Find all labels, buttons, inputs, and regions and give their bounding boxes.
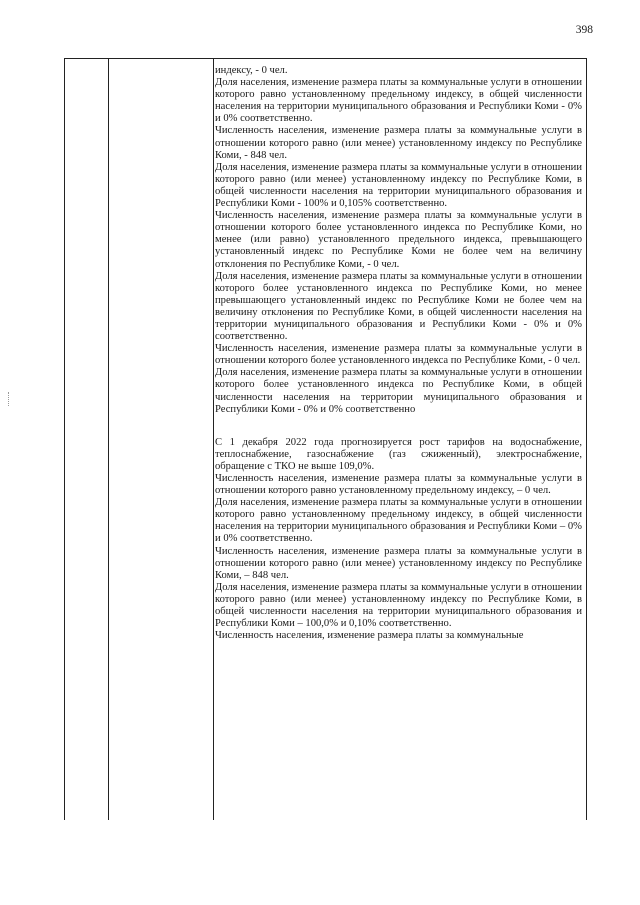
paragraph: Доля населения, изменение размера платы за коммунальные услуги в отношении которого более установленного индекса по Республике Коми, но менее превышающего установленный индекс по Республике Коми не более чем на величину отклонения по Республике Коми, в общей численности населения на территории муниципального образования и Республики Коми - 0% и 0% соответственно. [215, 270, 582, 343]
column-divider-2 [213, 59, 214, 820]
text-cell [215, 65, 582, 642]
paragraph: С 1 декабря 2022 года прогнозируется рост тарифов на водоснабжение, теплоснабжение, газоснабжение (газ сжиженный), электроснабжение, обращение с ТКО не выше 109,0%. [215, 436, 582, 472]
paragraph: Численность населения, изменение размера платы за коммунальные услуги в отношении которого равно (или менее) установленному индексу по Республике Коми, – 848 чел. [215, 545, 582, 581]
paragraph: Доля населения, изменение размера платы за коммунальные услуги в отношении которого более установленного индекса по Республике Коми, в общей численности населения на территории муниципального образования и Республики Коми - 0% и 0% соответственно [215, 367, 582, 415]
paragraph: Доля населения, изменение размера платы за коммунальные услуги в отношении которого равно (или менее) установленному индексу по Республике Коми, в общей численности населения на территории муниципального образования и Республики Коми - 100% и 0,105% соответственно. [215, 161, 582, 210]
paragraph: Численность населения, изменение размера платы за коммунальные услуги в отношении которого более установленного индекса по Республике Коми, - 0 чел. [215, 343, 582, 367]
column-divider-1 [108, 59, 109, 820]
page-number: 398 [575, 24, 593, 36]
scan-edge-mark [8, 392, 10, 406]
paragraph: Численность населения, изменение размера платы за коммунальные услуги в отношении которого более установленного индекса по Республике Коми, но менее (или равно) установленного предельного индекса, превышающего установленный индекс по Республике Коми не более чем на величину отклонения по Республике Коми, - 0 чел. [215, 210, 582, 270]
paragraph: индексу, - 0 чел. [215, 65, 288, 76]
document-table [64, 58, 587, 820]
paragraph: Численность населения, изменение размера платы за коммунальные услуги в отношении которого равно установленному предельному индексу, – 0 чел. [215, 473, 582, 497]
paragraph: Численность населения, изменение размера платы за коммунальные услуги в отношении которого равно (или менее) установленному индексу по Республике Коми, - 848 чел. [215, 125, 582, 161]
paragraph: Доля населения, изменение размера платы за коммунальные услуги в отношении которого равно (или менее) установленному индексу по Республике Коми, в общей численности населения на территории муниципального образования и Республики Коми – 100,0% и 0,10% соответственно. [215, 581, 582, 630]
paragraph: Доля населения, изменение размера платы за коммунальные услуги в отношении которого равно установленному предельному индексу, в общей численности населения на территории муниципального образования и Республики Коми – 0% и 0% соответственно. [215, 497, 582, 545]
paragraph: Доля населения, изменение размера платы за коммунальные услуги в отношении которого равно установленному предельному индексу, в общей численности населения на территории муниципального образования и Республики Коми - 0% и 0% соответственно. [215, 77, 582, 125]
paragraph: Численность населения, изменение размера платы за коммунальные [215, 630, 524, 642]
